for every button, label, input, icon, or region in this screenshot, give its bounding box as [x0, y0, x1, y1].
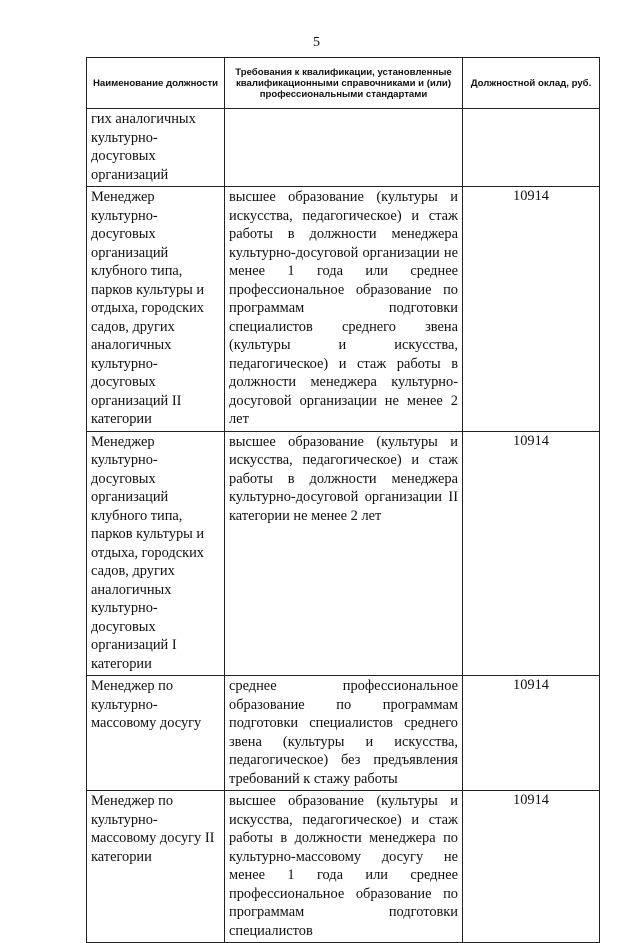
position-name: Менеджер по культурно-массовому досугу II категории: [87, 791, 225, 943]
position-name: Менеджер культурно-досуговых организаций клубного типа, парков культуры и отдыха, городских садов, других аналогичных культурно-досуговых организаций II категории: [87, 187, 225, 432]
position-salary: [463, 109, 600, 187]
table-row: [87, 431, 600, 676]
position-name: гих аналогичных культурно-досуговых организаций: [87, 109, 225, 187]
position-salary: 10914: [463, 187, 600, 432]
position-salary: 10914: [463, 791, 600, 943]
position-salary: 10914: [463, 676, 600, 791]
table-row: [87, 676, 600, 791]
position-name: Менеджер по культурно-массовому досугу: [87, 676, 225, 791]
table-row: [87, 109, 600, 187]
header-requirements: Требования к квалификации, установленные квалификационными справочниками и (или) профессиональными стандартами: [225, 58, 463, 109]
table-header-row: [87, 58, 600, 109]
table-row: [87, 791, 600, 943]
position-requirements: среднее профессиональное образование по программам подготовки специалистов среднего звена (культуры и искусства, педагогическое) без предъявления требований к стажу работы: [225, 676, 463, 791]
positions-table: [86, 57, 600, 943]
header-salary: Должностной оклад, руб.: [463, 58, 600, 109]
table-row: [87, 187, 600, 432]
position-name: Менеджер культурно-досуговых организаций клубного типа, парков культуры и отдыха, городских садов, других аналогичных культурно-досуговых организаций I категории: [87, 431, 225, 676]
header-position-name: Наименование должности: [87, 58, 225, 109]
position-requirements: [225, 109, 463, 187]
position-requirements: высшее образование (культуры и искусства, педагогическое) и стаж работы в должности менеджера культурно-досуговой организации II категории не менее 2 лет: [225, 431, 463, 676]
page-number: 5: [313, 35, 320, 50]
position-requirements: высшее образование (культуры и искусства, педагогическое) и стаж работы в должности менеджера по культурно-массовому досугу не менее 1 года или среднее профессиональное образование по программам подготовки специалистов: [225, 791, 463, 943]
position-salary: 10914: [463, 431, 600, 676]
position-requirements: высшее образование (культуры и искусства, педагогическое) и стаж работы в должности менеджера культурно-досуговой организации не менее 1 года или среднее профессиональное образование по программам подготовки специалистов среднего звена (культуры и искусства, педагогическое) и стаж работы в должности менеджера культурно-досуговой организации не менее 2 лет: [225, 187, 463, 432]
